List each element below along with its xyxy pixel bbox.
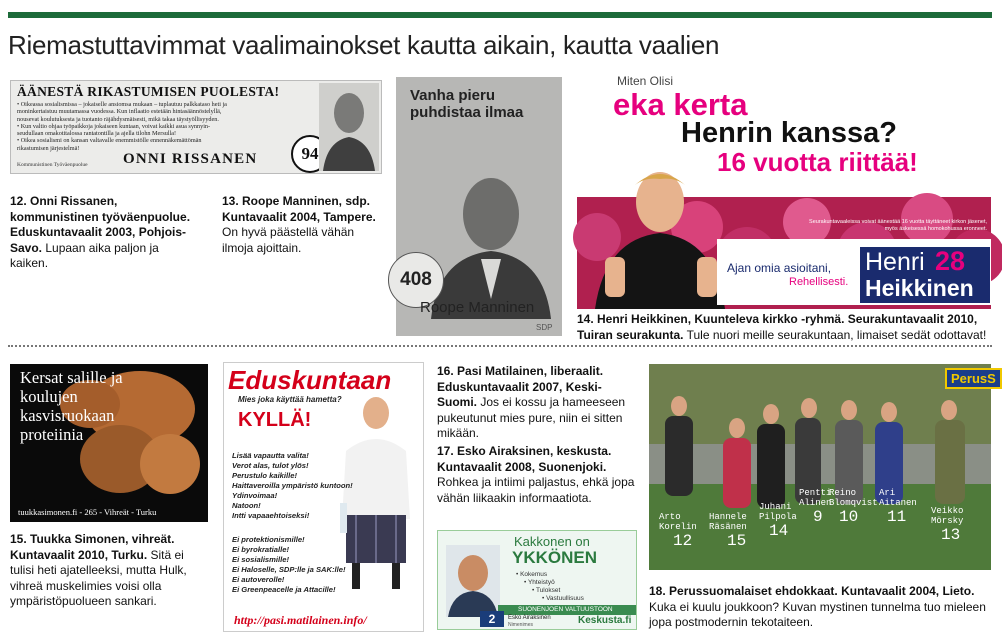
section-divider	[8, 345, 992, 347]
ad12-number: 94	[291, 135, 329, 173]
ad-tuukka-simonen	[10, 364, 208, 522]
ad14-info: Seurakuntavaaleissa voivat äänestää 16 vuotta täyttäneet kirkon jäsenet, myös äskeisessä homokohussa eronneet.	[809, 219, 987, 232]
page-title: Riemastuttavimmat vaalimainokset kautta aikain, kautta vaalien	[8, 30, 720, 60]
person-label-rasanen: Hannele Räsänen 15	[709, 512, 747, 550]
ad17-name: Esko Airaksinen	[508, 615, 551, 621]
ad-roope-manninen	[396, 77, 562, 336]
ad17-num: 2	[480, 611, 504, 627]
person-label-alinen: Pentti Alinen 9	[799, 488, 832, 526]
perus-logo: PerusS	[945, 368, 1002, 389]
caption-13: 13. Roope Manninen, sdp. Kuntavaalit 2004, Tampere. On hyvä päästellä vähän ilmoja ajoittain.	[222, 194, 376, 255]
top-green-rule	[8, 12, 992, 18]
ad16-question: Mies joka käyttää hametta?	[238, 395, 342, 404]
ad14-slogan2: Rehellisesti.	[789, 276, 849, 288]
ad14-small: Miten Olisi	[617, 74, 674, 88]
person-label-pilpola: Juhani Pilpola 14	[759, 502, 797, 540]
ad16-url: http://pasi.matilainen.info/	[234, 613, 367, 627]
person-label-blomqvist: Reino Blomqvist 10	[829, 488, 878, 526]
ad14-last: Heikkinen	[865, 275, 974, 301]
ad13-number: 408	[388, 252, 444, 308]
caption-15: 15. Tuukka Simonen, vihreät. Kuntavaalit 2010, Turku. Sitä ei tulisi heti ajatelleeksi, mutta Hulk, vihreä muskelimies voisi olla ympäristöpuolueen sankari.	[10, 532, 187, 608]
caption-16: 16. Pasi Matilainen, liberaalit. Eduskuntavaalit 2007, Keski-Suomi. Jos ei kossu ja hameeseen pukeutunut mies pure, niin ei sitten mikään.	[437, 364, 626, 440]
ad16-list1: Lisää vapautta valita! Verot alas, tulot ylös! Perustulo kaikille! Haittaveroilla ympäristö kuntoon! Ydinvoimaa! Natoon! Intti vapaaehtoiseksi!	[232, 451, 353, 520]
ad12-bullets: • Oikeassa sosialismissa – jokaiselle ansiomsa mukaan – tuplautuu palkkataso heti ja moninkertaistuu muutamassa vuodessa. Kun inflaatio estetään hintasäännöstelyllä, nousevat koulutuksesta ja tuotanto räjähdysmäisesti, mikä takaa täystyöllisyyden. • Kun valtio ohjaa työpaikkoja jokaiseen kuntaan, voivat kaikki asua synnyin- seudullaan omakotitalossa rantatontilla ja ajella tilohn Mersulla! • Oikea sosialismi on kansan valtavalle enemmistölle ennennäkemättömän rikastumisen järjestelmä!	[17, 101, 227, 152]
ad17-sub: Nimenimes	[508, 622, 534, 628]
candidate-photo	[426, 159, 556, 319]
ad17-line2: YKKÖNEN	[512, 548, 598, 567]
ad12-name: ONNI RISSANEN	[123, 151, 258, 167]
ad14-num: 28	[935, 246, 966, 276]
ad-pasi-matilainen	[223, 362, 424, 632]
ad14-line1: eka kerta	[613, 87, 748, 122]
caption-12: 12. Onni Rissanen, kommunistinen työväenpuolue. Eduskuntavaalit 2003, Pohjois-Savo. Lupaan aika paljon ja kaiken.	[10, 194, 191, 270]
ad16-title: Eduskuntaan	[228, 365, 392, 395]
ad-perussuomalaiset	[649, 364, 996, 570]
ad16-list2: Ei protektionismille! Ei byrokratialle! Ei sosialismille! Ei Haloselle, SDP:lle ja SAK:lle! Ei autoverolle! Ei Greenpeacelle ja Attacille!	[232, 535, 346, 594]
ad13-slogan: Vanha pieru puhdistaa ilmaa	[410, 87, 524, 121]
person-label-aitanen: Ari Aitanen 11	[879, 488, 917, 526]
candidate-photo	[319, 83, 379, 171]
ad17-party: Keskusta.fi	[578, 615, 632, 626]
ad12-party: Kommunistinen Työväenpuolue	[17, 162, 88, 168]
ad14-slogan1: Ajan omia asioitani,	[727, 261, 832, 275]
ad14-line3: 16 vuotta riittää!	[717, 147, 918, 177]
person-label-korelin: Arto Korelin 12	[659, 512, 697, 550]
ad15-text: Kersat salille ja koulujen kasvisruokaan proteiinia	[20, 368, 123, 444]
ad-henri-heikkinen	[577, 74, 991, 309]
caption-17: 17. Esko Airaksinen, keskusta. Kuntavaalit 2008, Suonenjoki. Rohkea ja intiimi paljastus, ehkä jopa vähän liikaakin informaatiota.	[437, 444, 635, 505]
person-label-morsky: Veikko Mörsky 13	[931, 506, 964, 544]
ad16-yes: KYLLÄ!	[238, 409, 312, 431]
ad13-party: SDP	[536, 323, 553, 332]
ad-esko-airaksinen	[437, 530, 637, 630]
candidate-photo	[446, 545, 500, 617]
caption-14: 14. Henri Heikkinen, Kuunteleva kirkko -ryhmä. Seurakuntavaalit 2010, Tuiran seurakunta. Tule nuori meille seurakuntaan, limaiset sedät odottavat!	[577, 312, 987, 342]
candidate-photo	[585, 167, 735, 309]
ad17-org: SUONENJOEN VALTUUSTOON	[518, 606, 613, 613]
ad15-footer: tuukkasimonen.fi - 265 - Vihreät - Turku	[18, 507, 157, 517]
ad-onni-rissanen	[10, 80, 382, 174]
ad12-title: ÄÄNESTÄ RIKASTUMISEN PUOLESTA!	[17, 84, 280, 99]
ad17-items: • Kokemus • Yhteistyö • Tulokset • Vastuullisuus	[516, 571, 584, 602]
ad14-first: Henri	[865, 248, 925, 276]
caption-18: 18. Perussuomalaiset ehdokkaat. Kuntavaalit 2004, Lieto. Kuka ei kuulu joukkoon? Kuvan mystinen tunnelma tuo mieleen jopa postmodernin tekotaiteen.	[649, 584, 986, 629]
ad14-line2: Henrin kanssa?	[681, 117, 897, 149]
ad13-name: Roope Manninen	[420, 299, 535, 316]
ad17-line1: Kakkonen on	[514, 534, 590, 549]
